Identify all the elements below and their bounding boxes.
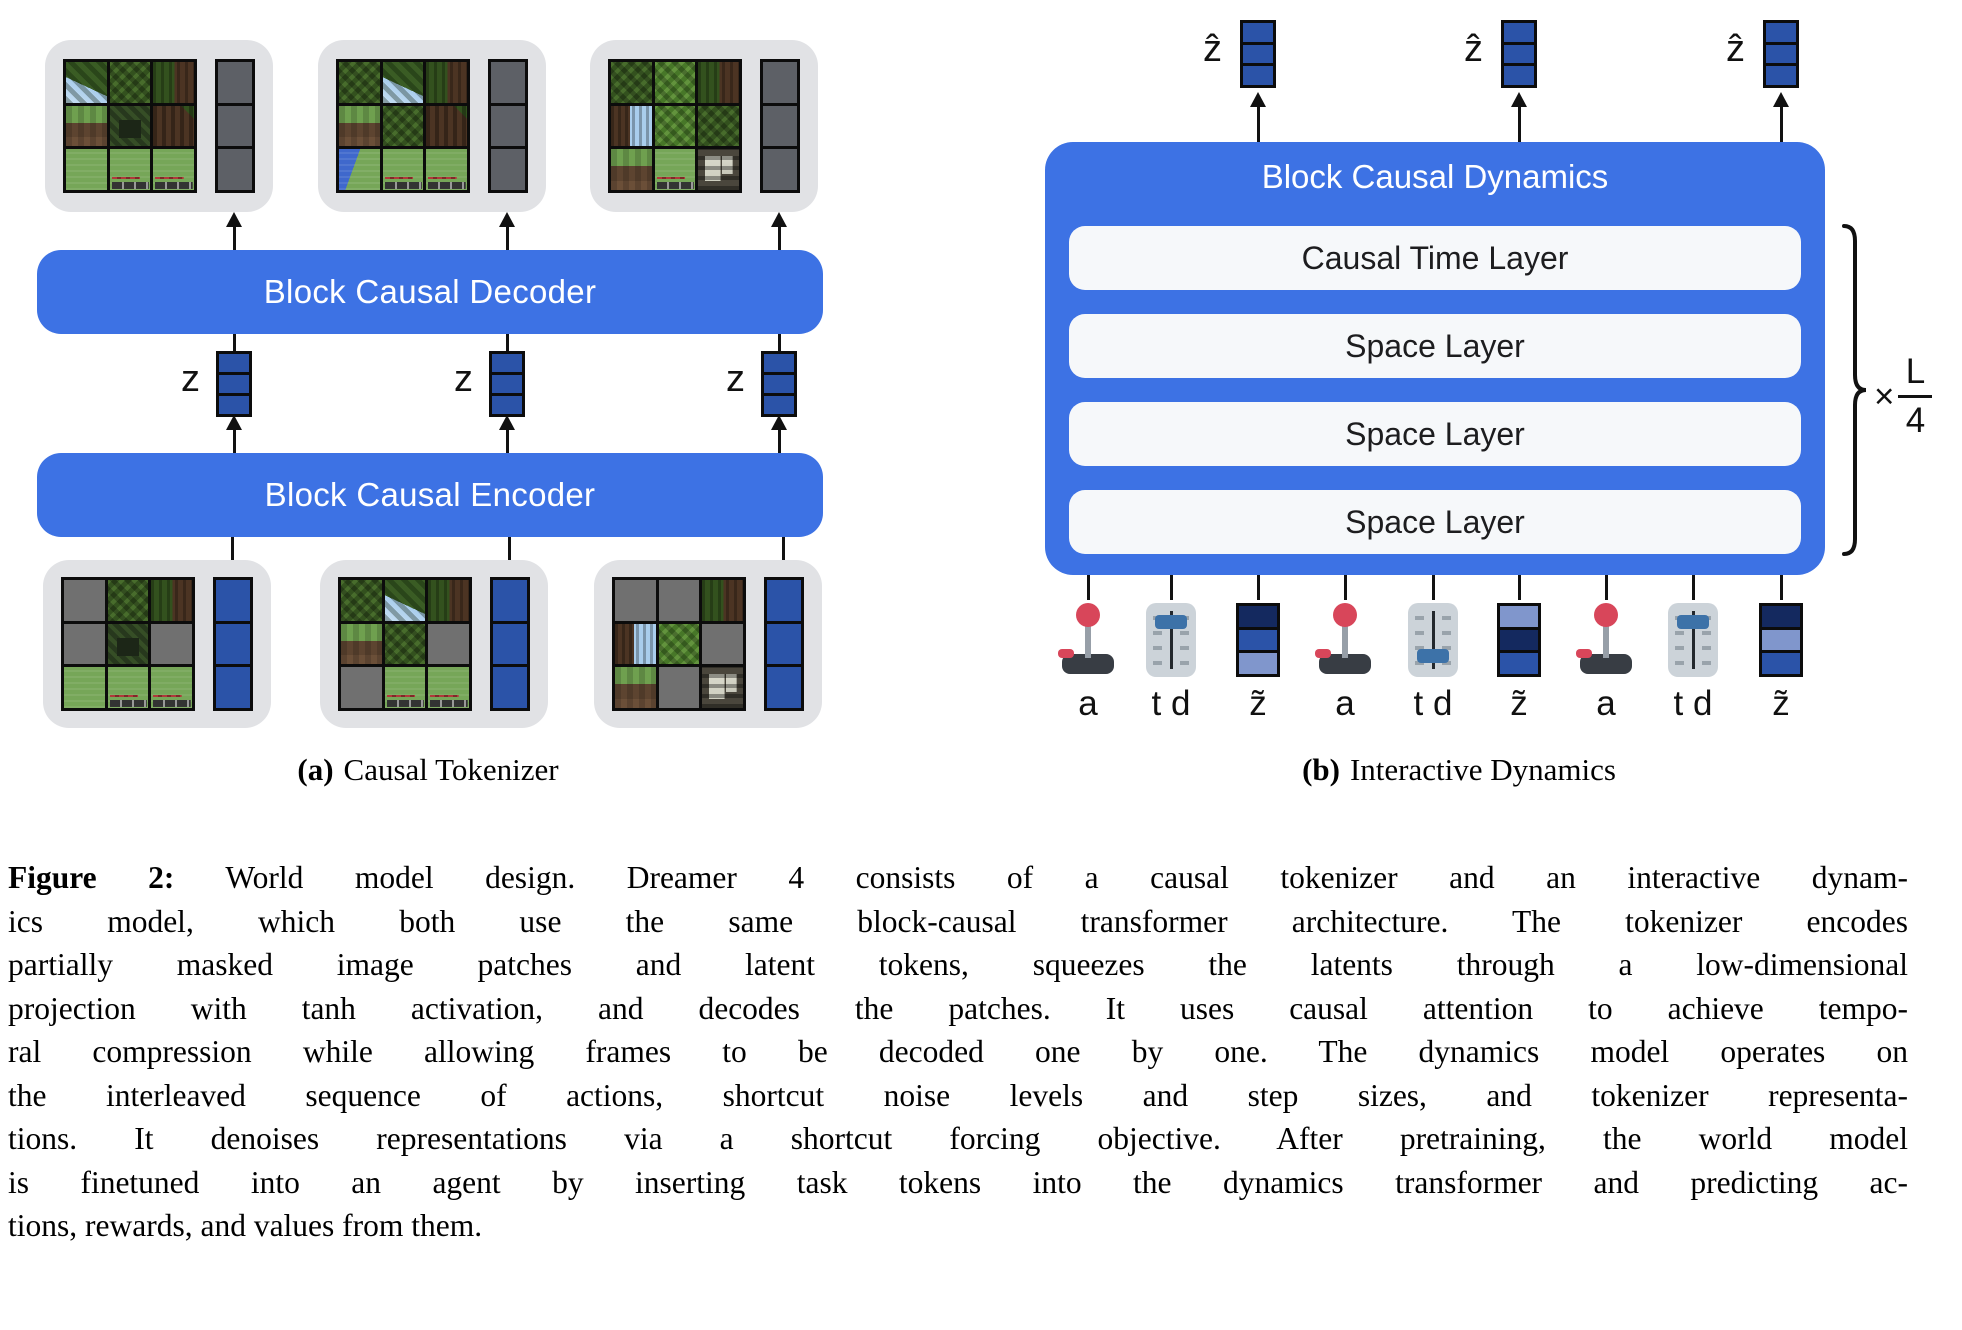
arrow-up-icon [499, 212, 515, 227]
decoded-frame-box [45, 40, 273, 212]
image-patch [153, 106, 194, 147]
zhat-label: ẑ [1726, 28, 1745, 70]
masked-patch [615, 580, 656, 621]
z-token-cell [219, 354, 249, 372]
zhat-stack [1240, 20, 1276, 88]
latent-token-column [760, 59, 800, 193]
z-token-cell [492, 354, 522, 372]
image-patch [341, 580, 382, 621]
z-token-cell [764, 375, 794, 393]
image-patch [385, 580, 426, 621]
zhat-stack [1763, 20, 1799, 88]
image-patch [655, 106, 696, 147]
latent-token-cell [218, 149, 252, 190]
decoded-frame-box [318, 40, 546, 212]
latent-token-cell [491, 62, 525, 103]
image-patch [426, 106, 467, 147]
z-token-cell [219, 396, 249, 414]
image-patch [151, 580, 192, 621]
input-label: z̃ [1510, 684, 1528, 723]
repeat-brace-icon [1840, 223, 1870, 557]
connector-line [1344, 575, 1347, 600]
z-token-cell [764, 354, 794, 372]
masked-patch [151, 624, 192, 665]
noisy-latent-cell [1500, 653, 1538, 674]
image-patch [702, 580, 743, 621]
space-layer-2: Space Layer [1069, 402, 1801, 466]
zhat-token-cell [1243, 45, 1273, 64]
latent-token-cell [491, 149, 525, 190]
noisy-latent-cell [1762, 606, 1800, 627]
zhat-token-cell [1504, 23, 1534, 42]
input-label: a [1078, 684, 1098, 723]
masked-frame-box [594, 560, 822, 728]
masked-patch [64, 624, 105, 665]
space-layer-1: Space Layer [1069, 314, 1801, 378]
latent-token-column [488, 59, 528, 193]
block-causal-decoder-bar: Block Causal Decoder [37, 250, 823, 334]
slider-handle [1677, 615, 1709, 629]
z-token-cell [219, 375, 249, 393]
latent-token-cell [216, 624, 250, 665]
figure-caption-line: tions. It denoises representations via a shortcut forcing objective. After pretraining, the world model [8, 1121, 1908, 1156]
figure-number-label: Figure 2: [8, 860, 175, 895]
image-patch [339, 62, 380, 103]
input-label: a [1596, 684, 1616, 723]
connector-line [1692, 575, 1695, 600]
image-patch [66, 149, 107, 190]
input-label: t d [1413, 684, 1453, 723]
connector-line [1605, 575, 1608, 600]
image-patch [698, 106, 739, 147]
z-label: z [181, 358, 200, 400]
joystick-icon [1574, 602, 1638, 678]
latent-token-cell [216, 667, 250, 708]
input-label: t d [1673, 684, 1713, 723]
connector-line [1518, 102, 1521, 142]
image-patch [151, 667, 192, 708]
noisy-latent-cell [1762, 653, 1800, 674]
z-stack [216, 351, 252, 417]
masked-patch [659, 667, 700, 708]
noisy-latent-cell [1239, 630, 1277, 651]
block-causal-dynamics-box [1045, 142, 1825, 575]
latent-token-cell [493, 580, 527, 621]
image-patch [108, 667, 149, 708]
latent-token-cell [218, 62, 252, 103]
noisy-latent-cell [1500, 630, 1538, 651]
image-patch [108, 580, 149, 621]
z-label: z [454, 358, 473, 400]
fraction-bar [1898, 395, 1932, 398]
arrow-up-icon [226, 415, 242, 430]
connector-line [782, 537, 785, 560]
z-label: z [726, 358, 745, 400]
input-label: t d [1151, 684, 1191, 723]
fraction-denominator: 4 [1905, 401, 1926, 440]
image-patch [698, 62, 739, 103]
latent-token-cell [763, 106, 797, 147]
figure-caption-line: tions, rewards, and values from them. [8, 1208, 483, 1243]
image-patch [385, 624, 426, 665]
zhat-token-cell [1766, 66, 1796, 85]
image-patch [110, 62, 151, 103]
image-patch-grid [338, 577, 472, 711]
latent-token-cell [767, 624, 801, 665]
connector-line [1780, 102, 1783, 142]
caption-b-text: Interactive Dynamics [1349, 752, 1616, 787]
fraction-numerator: L [1905, 352, 1926, 391]
arrow-up-icon [226, 212, 242, 227]
latent-token-cell [763, 62, 797, 103]
image-patch-grid [336, 59, 470, 193]
image-patch [339, 106, 380, 147]
figure-caption-line: projection with tanh activation, and decodes the patches. It uses causal attention to achieve tempo- [8, 990, 1908, 1026]
z-stack [489, 351, 525, 417]
z-token-cell [492, 396, 522, 414]
image-patch [659, 624, 700, 665]
zhat-token-cell [1766, 45, 1796, 64]
noisy-latent-cell [1239, 606, 1277, 627]
connector-line [1780, 575, 1783, 600]
masked-frame-box [43, 560, 271, 728]
image-patch [611, 62, 652, 103]
image-patch [698, 149, 739, 190]
connector-line [778, 334, 781, 351]
latent-token-cell [767, 667, 801, 708]
space-layer-3: Space Layer [1069, 490, 1801, 554]
latent-token-cell [491, 106, 525, 147]
latent-token-column [764, 577, 804, 711]
latent-token-cell [763, 149, 797, 190]
input-label: z̃ [1249, 684, 1267, 723]
image-patch [615, 624, 656, 665]
image-patch-grid [608, 59, 742, 193]
zhat-label: ẑ [1203, 28, 1222, 70]
arrow-up-icon [771, 212, 787, 227]
zhat-token-cell [1766, 23, 1796, 42]
latent-token-cell [218, 106, 252, 147]
input-label: z̃ [1772, 684, 1790, 723]
causal-time-layer: Causal Time Layer [1069, 226, 1801, 290]
zhat-token-cell [1243, 23, 1273, 42]
image-patch [66, 106, 107, 147]
connector-line [1170, 575, 1173, 600]
zhat-token-cell [1243, 66, 1273, 85]
noisy-latent-stack [1236, 603, 1280, 677]
figure-caption-line: ics model, which both use the same block-causal transformer architecture. The tokenizer encodes [8, 903, 1908, 939]
noisy-latent-cell [1500, 606, 1538, 627]
latent-token-column [490, 577, 530, 711]
image-patch [426, 62, 467, 103]
connector-line [1432, 575, 1435, 600]
zhat-stack [1501, 20, 1537, 88]
noisy-latent-stack [1497, 603, 1541, 677]
noisy-latent-cell [1239, 653, 1277, 674]
image-patch [615, 667, 656, 708]
image-patch [655, 149, 696, 190]
image-patch [655, 62, 696, 103]
image-patch [383, 106, 424, 147]
figure-caption [8, 856, 1908, 1248]
connector-line [508, 537, 511, 560]
dynamics-title: Block Causal Dynamics [1261, 158, 1609, 195]
slider-handle [1417, 649, 1449, 663]
caption-a [148, 752, 708, 788]
z-token-cell [764, 396, 794, 414]
latent-token-cell [493, 667, 527, 708]
masked-patch [341, 667, 382, 708]
arrow-up-icon [1250, 92, 1266, 107]
caption-b-label: (b) [1302, 752, 1340, 787]
latent-token-cell [493, 624, 527, 665]
z-stack [761, 351, 797, 417]
image-patch [110, 106, 151, 147]
image-patch [110, 149, 151, 190]
input-label: a [1335, 684, 1355, 723]
connector-line [233, 334, 236, 351]
arrow-up-icon [499, 415, 515, 430]
masked-patch [428, 624, 469, 665]
connector-line [231, 537, 234, 560]
image-patch [385, 667, 426, 708]
image-patch [66, 62, 107, 103]
noisy-latent-stack [1759, 603, 1803, 677]
zhat-token-cell [1504, 66, 1534, 85]
image-patch [611, 149, 652, 190]
slider-icon [1408, 603, 1458, 677]
arrow-up-icon [1773, 92, 1789, 107]
masked-frame-box [320, 560, 548, 728]
joystick-icon [1313, 602, 1377, 678]
image-patch-grid [61, 577, 195, 711]
latent-token-column [213, 577, 253, 711]
image-patch [383, 62, 424, 103]
slider-icon [1146, 603, 1196, 677]
masked-patch [64, 580, 105, 621]
connector-line [506, 334, 509, 351]
layer-fraction [1898, 352, 1932, 441]
repeat-count-annotation [1874, 352, 1932, 441]
connector-line [1257, 575, 1260, 600]
caption-a-label: (a) [297, 752, 334, 787]
z-token-cell [492, 375, 522, 393]
noisy-latent-cell [1762, 630, 1800, 651]
figure-caption-line: the interleaved sequence of actions, shortcut noise levels and step sizes, and tokenizer representa- [8, 1077, 1908, 1113]
image-patch [426, 149, 467, 190]
figure-caption-line: ral compression while allowing frames to be decoded one by one. The dynamics model operates on [8, 1034, 1908, 1069]
connector-line [1257, 102, 1260, 142]
image-patch [611, 106, 652, 147]
figure-caption-line: Figure 2: World model design. Dreamer 4 consists of a causal tokenizer and an interactive dynam- [8, 860, 1908, 895]
arrow-up-icon [1511, 92, 1527, 107]
arrow-up-icon [771, 415, 787, 430]
block-causal-encoder-bar: Block Causal Encoder [37, 453, 823, 537]
image-patch [339, 149, 380, 190]
image-patch [428, 667, 469, 708]
masked-patch [659, 580, 700, 621]
image-patch [383, 149, 424, 190]
image-patch [108, 624, 149, 665]
caption-b [1179, 752, 1739, 788]
joystick-icon [1056, 602, 1120, 678]
caption-a-text: Causal Tokenizer [343, 752, 559, 787]
image-patch [153, 149, 194, 190]
latent-token-column [215, 59, 255, 193]
connector-line [1087, 575, 1090, 600]
image-patch-grid [612, 577, 746, 711]
slider-handle [1155, 615, 1187, 629]
zhat-label: ẑ [1464, 28, 1483, 70]
image-patch [341, 624, 382, 665]
latent-token-cell [767, 580, 801, 621]
image-patch [702, 667, 743, 708]
image-patch [64, 667, 105, 708]
connector-line [1518, 575, 1521, 600]
image-patch-grid [63, 59, 197, 193]
masked-patch [702, 624, 743, 665]
decoded-frame-box [590, 40, 818, 212]
latent-token-cell [216, 580, 250, 621]
figure-caption-line: partially masked image patches and latent tokens, squeezes the latents through a low-dimensional [8, 947, 1908, 982]
image-patch [428, 580, 469, 621]
zhat-token-cell [1504, 45, 1534, 64]
image-patch [153, 62, 194, 103]
figure-caption-line: is finetuned into an agent by inserting task tokens into the dynamics transformer and predicting ac- [8, 1164, 1908, 1200]
times-sign: × [1874, 376, 1895, 416]
slider-icon [1668, 603, 1718, 677]
